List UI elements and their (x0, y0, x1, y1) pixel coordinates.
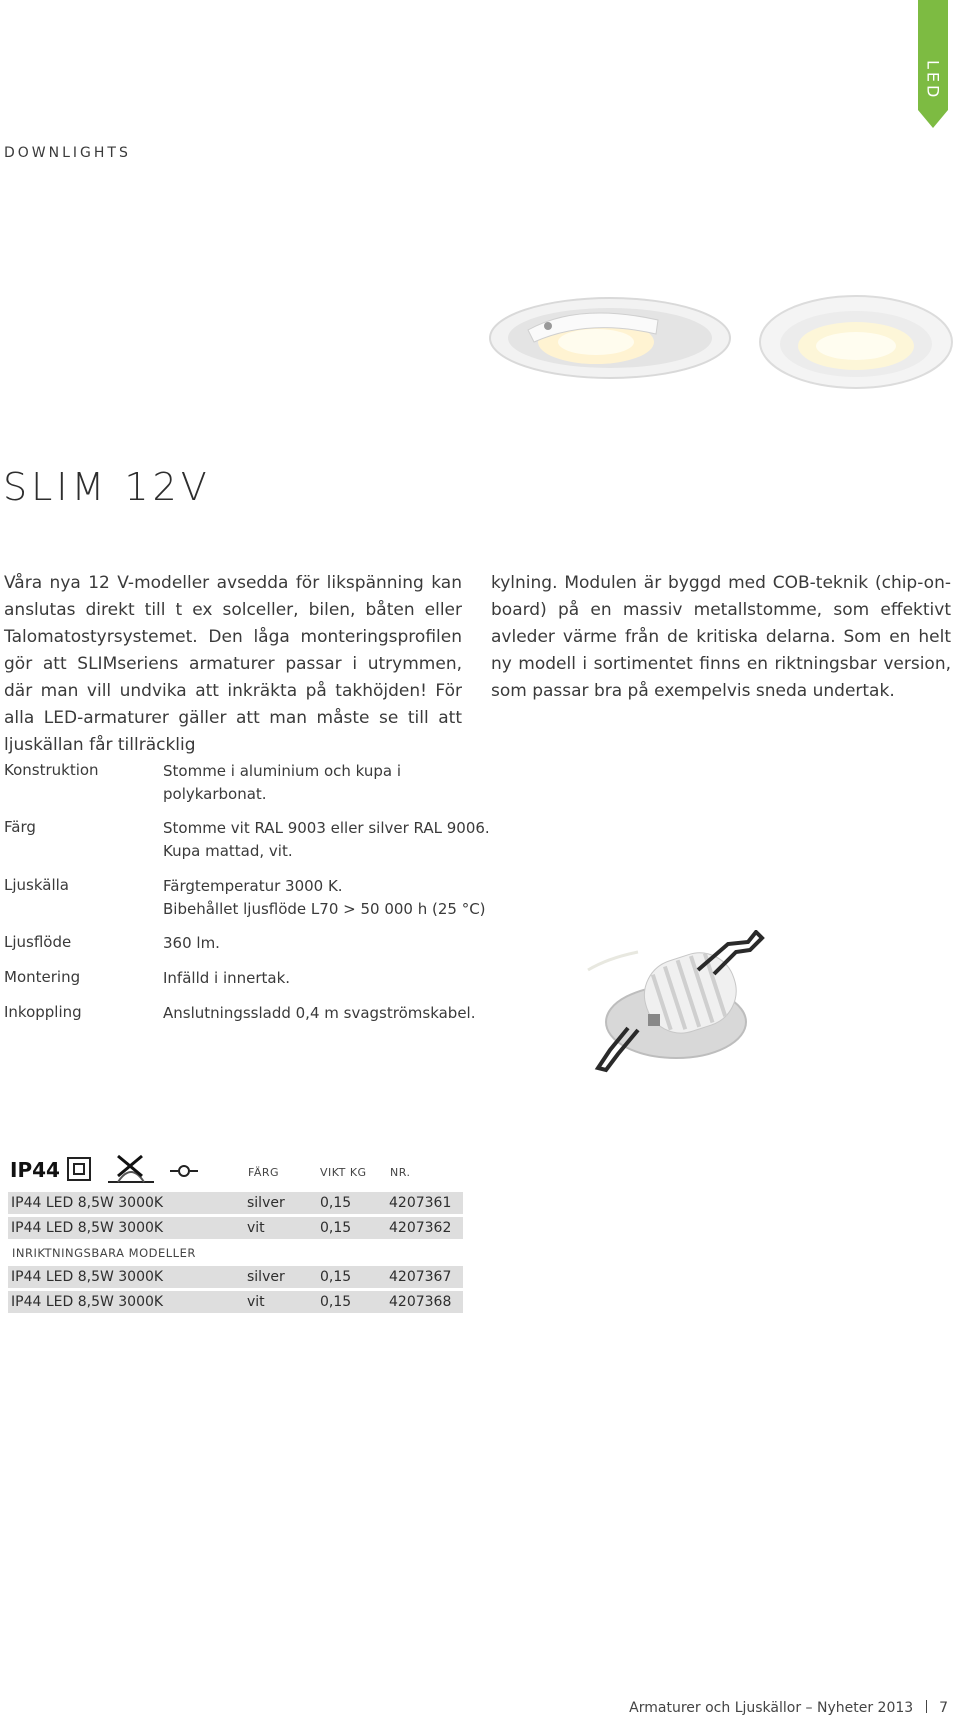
page-footer (629, 1700, 948, 1716)
no-insulation-cover-icon (108, 1156, 154, 1182)
ip-rating-label: IP44 (10, 1158, 60, 1182)
table-subheader: INRIKTNINGSBARA MODELLER (12, 1246, 196, 1260)
connector-icon (170, 1166, 198, 1176)
spec-value: Färgtemperatur 3000 K. Bibehållet ljusflöde L70 > 50 000 h (25 °C) (163, 877, 486, 918)
product-table (8, 1150, 463, 1320)
section-heading: DOWNLIGHTS (4, 145, 131, 161)
body-text-col2: kylning. Modulen är byggd med COB-teknik (chip-on-board) på en massiv metallstomme, som effektivt avleder värme från de kritiska delarna. Som en helt ny modell i sortimentet finns en riktningsbar version, som passar bra på exempelvis sneda undertak. (491, 573, 951, 701)
product-title: SLIM 12V (3, 465, 211, 509)
footer-text: Armaturer och Ljuskällor – Nyheter 2013 (629, 1700, 914, 1716)
table-row: IP44 LED 8,5W 3000K vit 0,15 4207368 (8, 1291, 463, 1313)
spec-value: Stomme vit RAL 9003 eller silver RAL 9006. Kupa mattad, vit. (163, 819, 490, 860)
col-header-color: FÄRG (248, 1166, 280, 1179)
spec-label: Montering (4, 968, 81, 986)
spec-label: Konstruktion (4, 761, 99, 779)
table-row: IP44 LED 8,5W 3000K silver 0,15 4207361 (8, 1192, 463, 1214)
spec-label: Inkoppling (4, 1003, 82, 1021)
spec-value: 360 lm. (163, 934, 220, 952)
table-row: IP44 LED 8,5W 3000K vit 0,15 4207362 (8, 1217, 463, 1239)
col-header-weight: VIKT KG (320, 1166, 367, 1179)
body-text-col1: Våra nya 12 V-modeller avsedda för likspänning kan anslutas direkt till t ex solceller, bilen, båten eller Talomatostyrsystemet. Den låga monteringsprofilen gör att SLIMseriens armaturer passar i utrymmen, där man vill undvika att inkräkta på takhöjden! För alla LED-armaturer gäller att man måste se till att ljuskällan får tillräcklig (4, 573, 462, 755)
spec-value: Infälld i innertak. (163, 969, 291, 987)
spec-value: Anslutningssladd 0,4 m svagströmskabel. (163, 1004, 476, 1022)
fixed-downlight-image (760, 296, 952, 388)
spec-label: Ljusflöde (4, 933, 72, 951)
table-row: IP44 LED 8,5W 3000K silver 0,15 4207367 (8, 1266, 463, 1288)
class-ii-icon (68, 1158, 90, 1180)
col-header-nr: NR. (390, 1166, 411, 1179)
led-module-image (578, 930, 778, 1078)
spec-label: Färg (4, 818, 36, 836)
page-number: 7 (939, 1700, 948, 1716)
symbols-row (66, 1154, 206, 1188)
led-tab-label: LED (923, 60, 943, 101)
spec-label: Ljuskälla (4, 876, 69, 894)
adjustable-downlight-image (490, 298, 730, 378)
product-images (488, 290, 958, 400)
spec-value: Stomme i aluminium och kupa i polykarbonat. (163, 762, 402, 803)
